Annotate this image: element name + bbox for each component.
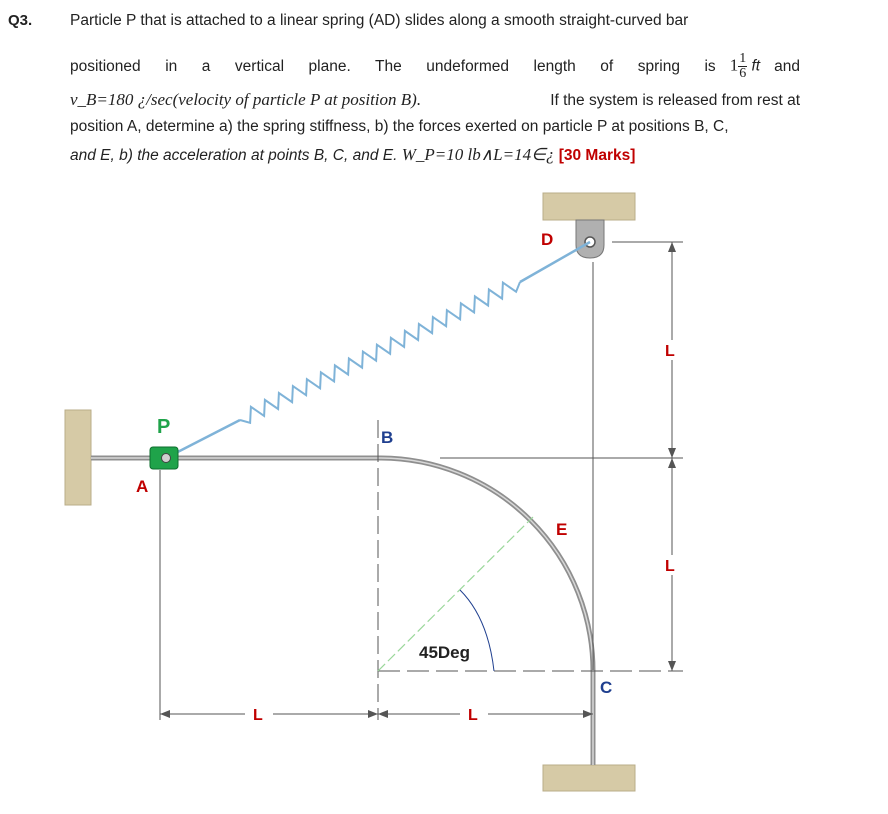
dim-arrow <box>668 661 676 671</box>
fraction-numerator: 1 <box>739 51 747 66</box>
label-l-right-top: L <box>665 343 675 360</box>
line1-text: Particle P that is attached to a linear spring (AD) slides along a smooth straight-curved bar <box>70 12 689 29</box>
label-p: P <box>157 416 171 438</box>
ceiling-support <box>543 193 635 220</box>
vb-expression: v_B=180 ¿/sec(velocity of particle P at position B). <box>70 90 422 109</box>
label-l-right-bottom: L <box>665 558 675 575</box>
straight-curved-bar <box>91 458 593 765</box>
bottom-support <box>543 765 635 791</box>
label-d: D <box>541 230 554 249</box>
label-l-bottom-right: L <box>468 707 478 724</box>
label-c: C <box>600 678 613 697</box>
line2-and: and <box>774 57 800 75</box>
left-wall <box>65 410 91 505</box>
label-b: B <box>381 428 394 447</box>
dim-arrow <box>368 710 378 718</box>
line3-text: If the system is released from rest at <box>550 92 800 109</box>
line2-text: positioned in a vertical plane. The undeformed length of spring is <box>70 57 716 75</box>
question-number: Q3. <box>8 12 33 29</box>
slider-pin <box>162 454 171 463</box>
dim-arrow <box>668 458 676 468</box>
bar-highlight <box>91 458 593 765</box>
label-angle: 45Deg <box>419 643 471 662</box>
spring-coil <box>240 282 520 423</box>
label-e: E <box>556 520 568 539</box>
dim-arrow <box>378 710 388 718</box>
marks-label: [30 Marks] <box>558 147 636 164</box>
mixed-whole: 1 <box>729 55 739 75</box>
label-a: A <box>136 477 149 496</box>
line4-text: position A, determine a) the spring stiffness, b) the forces exerted on particle P at positions B, C, <box>70 118 729 135</box>
line5-text: and E, b) the acceleration at points B, C, and E. <box>70 147 398 164</box>
unit-ft: ft <box>751 57 761 75</box>
fraction-denominator: 6 <box>739 66 747 81</box>
dim-arrow <box>668 242 676 252</box>
label-l-bottom-left: L <box>253 707 263 724</box>
spring-end-d <box>520 242 590 282</box>
dim-arrow <box>160 710 170 718</box>
dim-arrow <box>668 448 676 458</box>
weight-expression: W_P=10 lb∧L=14∈¿ <box>401 145 555 164</box>
